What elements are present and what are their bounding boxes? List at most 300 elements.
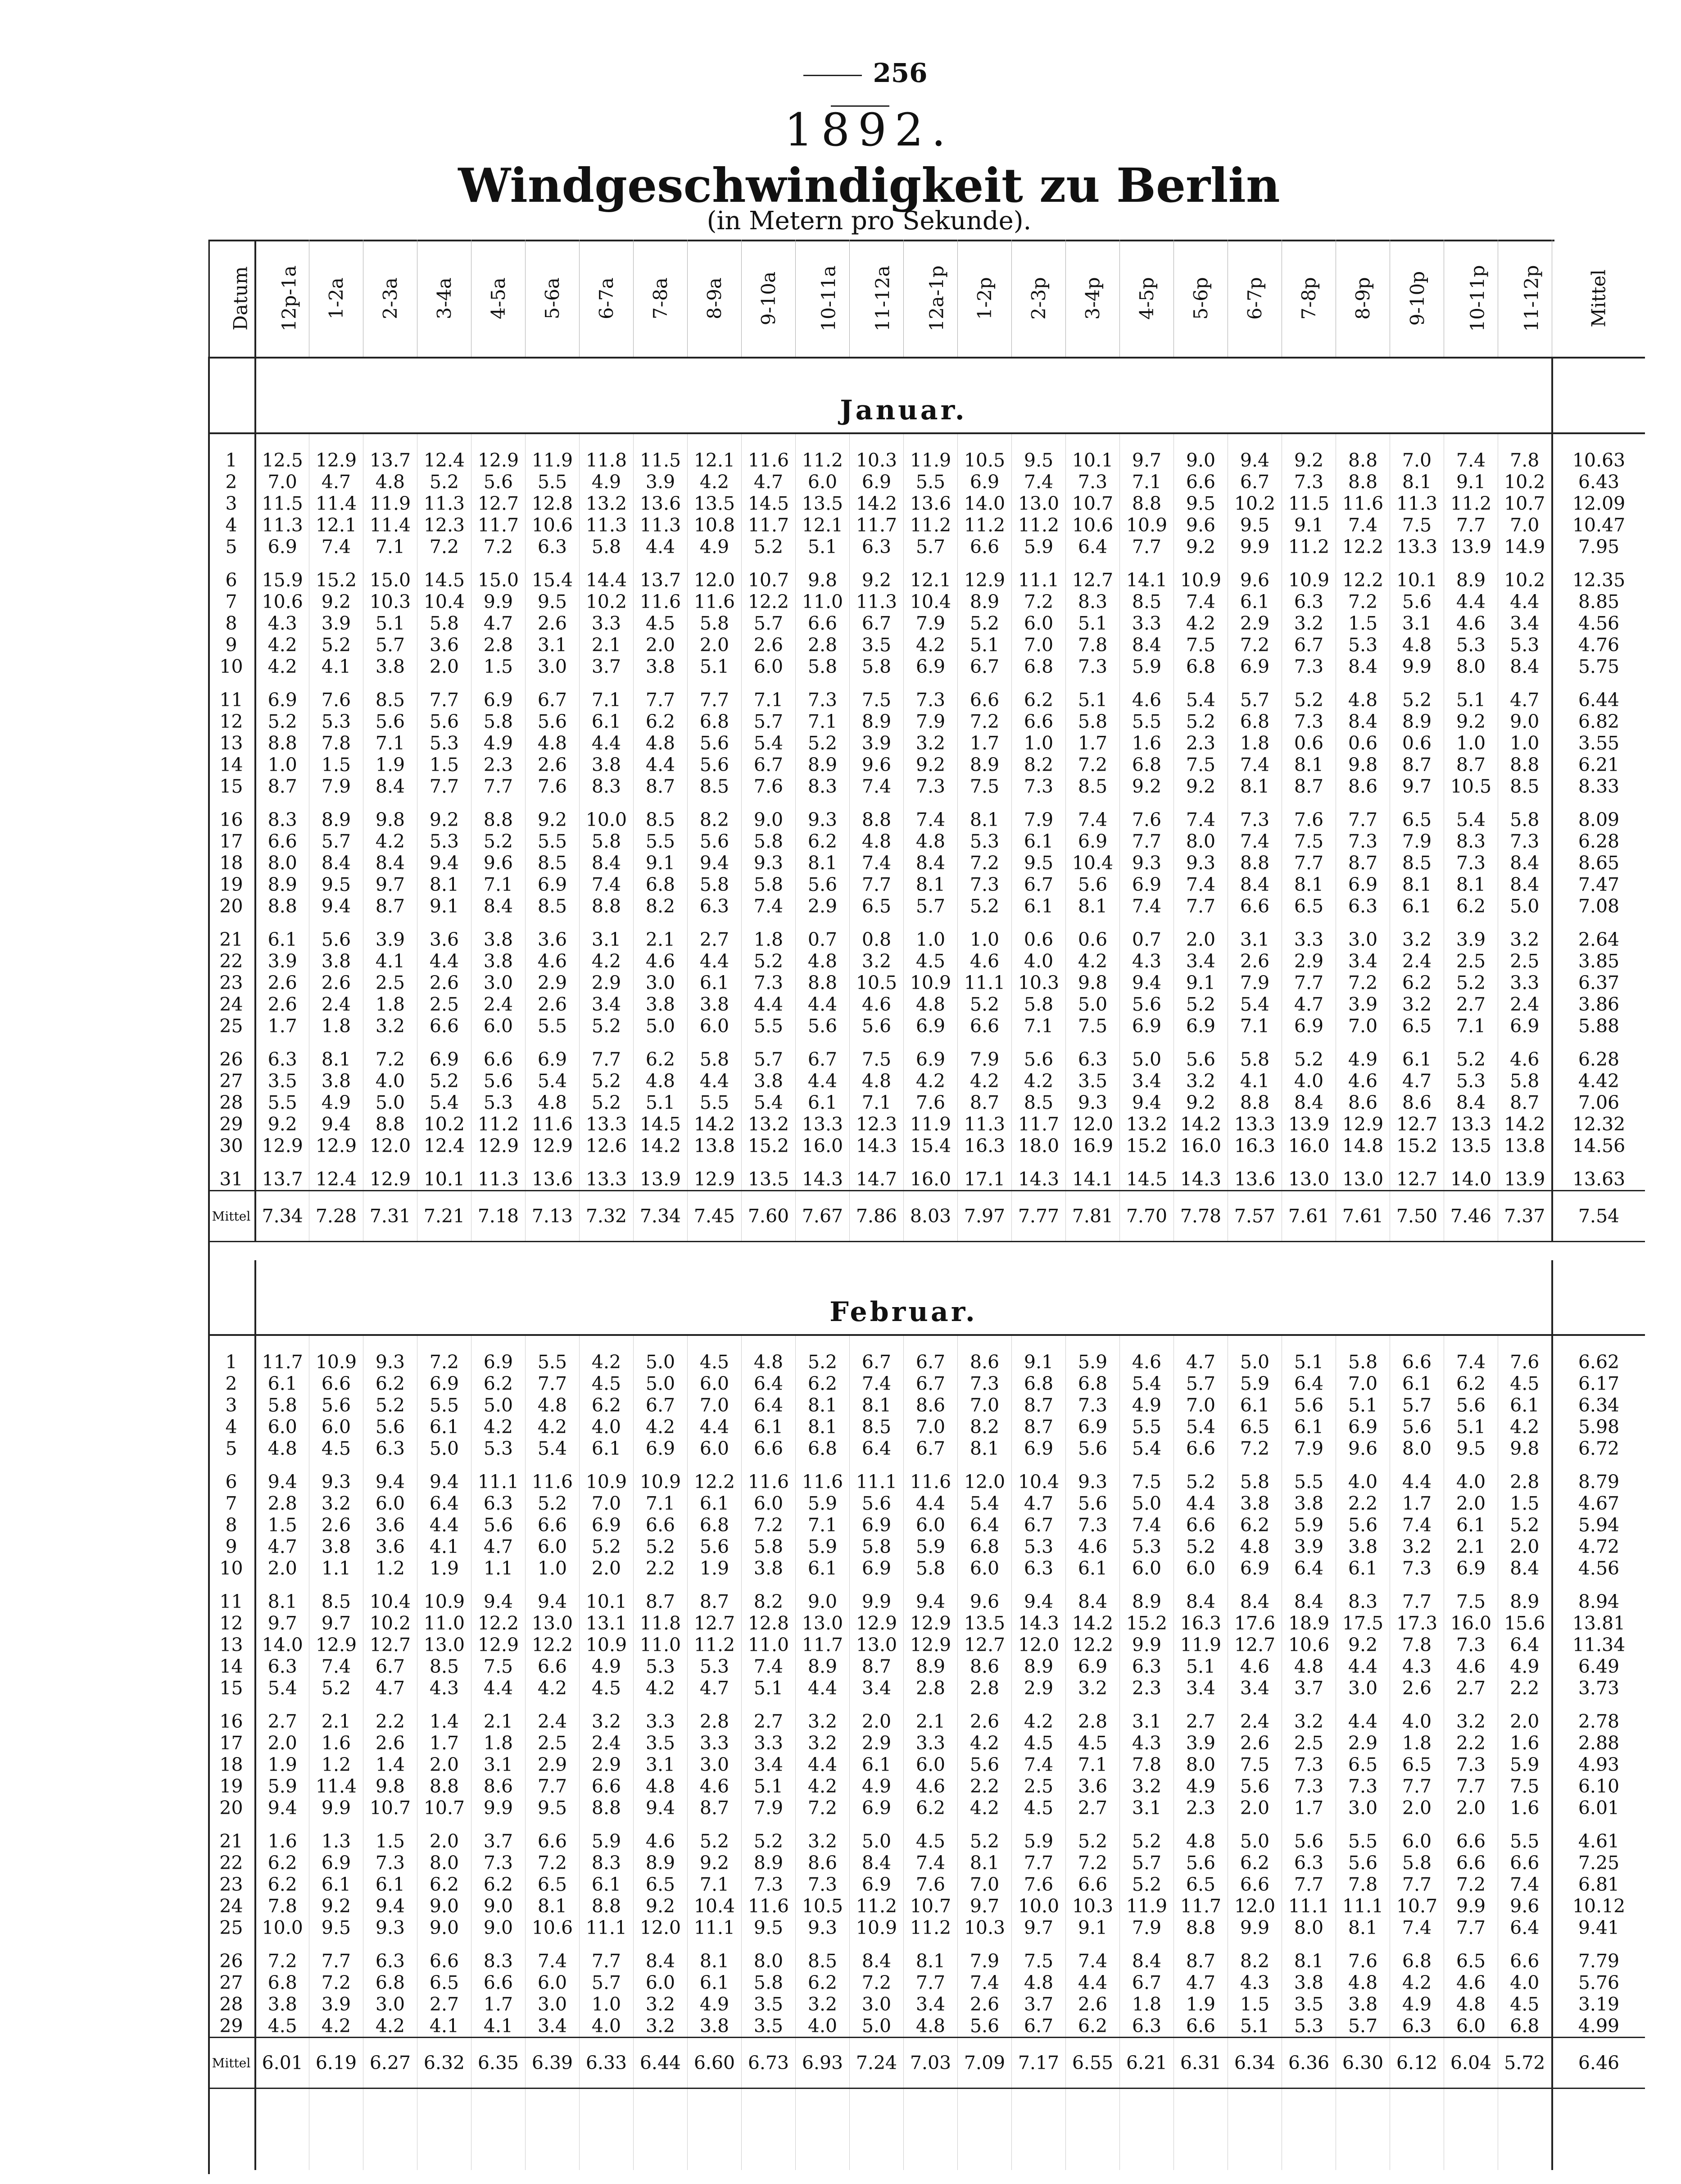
hourly-value: 11.7	[1012, 1113, 1066, 1135]
hourly-value: 9.2	[1120, 776, 1174, 797]
hourly-value: 11.0	[634, 1634, 688, 1656]
day-number: 10	[208, 1557, 255, 1579]
day-number: 24	[208, 994, 255, 1015]
hourly-value: 6.2	[255, 1874, 309, 1895]
hourly-value: 5.0	[634, 1373, 688, 1394]
hourly-value: 6.3	[471, 1493, 526, 1514]
hourly-value: 5.7	[580, 1972, 634, 1993]
hourly-value: 6.4	[742, 1373, 796, 1394]
hourly-value: 7.3	[1282, 711, 1336, 732]
hourly-value: 5.8	[417, 613, 471, 634]
tail-cell	[1336, 2089, 1390, 2170]
hourly-value: 4.6	[634, 1819, 688, 1852]
hourly-value: 3.2	[1498, 917, 1552, 950]
hourly-value: 8.2	[1228, 1939, 1282, 1972]
hourly-value: 14.2	[1066, 1612, 1120, 1634]
hourly-value: 9.4	[1012, 1579, 1066, 1612]
hourly-value: 9.6	[1174, 514, 1228, 536]
hourly-mean: 7.18	[471, 1191, 526, 1242]
hourly-value: 9.4	[526, 1579, 580, 1612]
hourly-value: 3.6	[417, 634, 471, 656]
hourly-value: 7.4	[1444, 433, 1498, 471]
table-row	[208, 711, 1645, 732]
hourly-mean: 6.01	[255, 2038, 309, 2089]
hourly-value: 6.7	[958, 656, 1012, 677]
hourly-value: 2.4	[309, 994, 363, 1015]
hourly-value: 1.9	[688, 1557, 742, 1579]
hourly-value: 7.3	[1066, 1514, 1120, 1536]
hourly-value: 11.1	[1282, 1895, 1336, 1917]
hourly-value: 2.7	[1066, 1797, 1120, 1819]
hourly-value: 7.4	[309, 1656, 363, 1677]
hourly-value: 6.9	[580, 1514, 634, 1536]
hourly-value: 2.7	[417, 1993, 471, 2015]
daily-mean: 4.93	[1552, 1754, 1645, 1775]
hourly-value: 6.9	[850, 1514, 904, 1536]
daily-mean: 10.12	[1552, 1895, 1645, 1917]
hourly-value: 3.2	[850, 950, 904, 972]
hourly-value: 4.4	[1174, 1493, 1228, 1514]
hourly-value: 2.1	[471, 1699, 526, 1732]
hourly-value: 6.8	[255, 1972, 309, 1993]
hourly-value: 2.6	[526, 613, 580, 634]
hourly-value: 5.0	[1498, 895, 1552, 917]
hourly-value: 4.2	[1066, 950, 1120, 972]
hourly-value: 6.1	[1228, 591, 1282, 613]
column-header-label: 4-5a	[487, 277, 509, 319]
hourly-value: 4.8	[255, 1438, 309, 1459]
hourly-value: 6.2	[1444, 1373, 1498, 1394]
day-number: 16	[208, 1699, 255, 1732]
hourly-value: 7.0	[255, 471, 309, 493]
hourly-value: 8.4	[1498, 1557, 1552, 1579]
hourly-value: 8.6	[1336, 776, 1390, 797]
hourly-value: 7.2	[471, 536, 526, 558]
hourly-value: 7.0	[1390, 433, 1444, 471]
hourly-value: 8.1	[850, 1394, 904, 1416]
table-row	[208, 917, 1645, 950]
hourly-value: 7.4	[1390, 1514, 1444, 1536]
hourly-value: 7.5	[1282, 831, 1336, 852]
hourly-value: 9.2	[688, 1852, 742, 1874]
hourly-value: 13.0	[1012, 493, 1066, 514]
hourly-value: 8.4	[309, 852, 363, 874]
hourly-value: 8.0	[1444, 656, 1498, 677]
hourly-value: 2.5	[1498, 950, 1552, 972]
hourly-mean: 7.21	[417, 1191, 471, 1242]
hourly-value: 7.5	[1228, 1754, 1282, 1775]
hourly-value: 5.2	[742, 1819, 796, 1852]
hourly-value: 8.4	[1066, 1579, 1120, 1612]
hourly-value: 7.7	[580, 1939, 634, 1972]
hourly-value: 1.0	[255, 754, 309, 776]
hourly-value: 5.0	[634, 1015, 688, 1037]
tail-cell	[958, 2089, 1012, 2170]
day-number: 17	[208, 831, 255, 852]
hourly-value: 5.6	[1282, 1394, 1336, 1416]
daily-mean: 3.86	[1552, 994, 1645, 1015]
hourly-value: 13.3	[796, 1113, 850, 1135]
hourly-value: 6.6	[1444, 1819, 1498, 1852]
hourly-value: 4.8	[526, 1394, 580, 1416]
column-header-hour	[580, 240, 634, 358]
hourly-value: 4.2	[471, 1416, 526, 1438]
day-number: 4	[208, 1416, 255, 1438]
hourly-value: 14.4	[580, 558, 634, 591]
hourly-value: 5.2	[958, 994, 1012, 1015]
day-number: 10	[208, 656, 255, 677]
hourly-value: 8.2	[688, 797, 742, 831]
hourly-value: 4.2	[1390, 1972, 1444, 1993]
hourly-value: 8.1	[796, 852, 850, 874]
daily-mean: 6.10	[1552, 1775, 1645, 1797]
hourly-value: 8.7	[634, 776, 688, 797]
hourly-value: 14.3	[850, 1135, 904, 1157]
hourly-value: 6.6	[309, 1373, 363, 1394]
daily-mean: 13.63	[1552, 1157, 1645, 1191]
hourly-value: 12.0	[363, 1135, 417, 1157]
hourly-value: 6.0	[688, 1373, 742, 1394]
hourly-value: 4.6	[1120, 1335, 1174, 1373]
hourly-value: 6.5	[1444, 1939, 1498, 1972]
hourly-value: 2.7	[742, 1699, 796, 1732]
hourly-value: 7.4	[958, 1972, 1012, 1993]
hourly-value: 6.6	[1174, 1438, 1228, 1459]
hourly-mean: 7.50	[1390, 1191, 1444, 1242]
hourly-value: 5.7	[1336, 2015, 1390, 2038]
hourly-value: 9.3	[363, 1335, 417, 1373]
hourly-value: 3.1	[1120, 1699, 1174, 1732]
hourly-value: 7.1	[471, 874, 526, 895]
hourly-value: 4.2	[580, 950, 634, 972]
hourly-value: 7.6	[309, 677, 363, 711]
hourly-value: 5.0	[417, 1438, 471, 1459]
hourly-value: 9.9	[850, 1579, 904, 1612]
hourly-value: 4.5	[580, 1373, 634, 1394]
hourly-value: 2.6	[958, 1993, 1012, 2015]
day-number: 13	[208, 1634, 255, 1656]
hourly-value: 6.6	[958, 677, 1012, 711]
column-header-label: 3-4a	[433, 277, 455, 319]
hourly-value: 15.4	[904, 1135, 958, 1157]
hourly-value: 7.2	[742, 1514, 796, 1536]
hourly-value: 6.1	[688, 972, 742, 994]
daily-mean: 4.67	[1552, 1493, 1645, 1514]
hourly-value: 6.1	[1390, 895, 1444, 917]
hourly-value: 9.3	[796, 1917, 850, 1939]
hourly-value: 8.9	[309, 797, 363, 831]
hourly-value: 8.2	[742, 1579, 796, 1612]
hourly-value: 4.2	[309, 2015, 363, 2038]
hourly-mean: 7.17	[1012, 2038, 1066, 2089]
hourly-value: 14.3	[1012, 1612, 1066, 1634]
hourly-value: 8.7	[958, 1092, 1012, 1113]
hourly-value: 9.9	[1120, 1634, 1174, 1656]
hourly-value: 3.8	[1336, 1536, 1390, 1557]
hourly-value: 8.0	[742, 1939, 796, 1972]
hourly-value: 11.0	[796, 591, 850, 613]
hourly-value: 11.2	[904, 514, 958, 536]
hourly-value: 1.5	[1498, 1493, 1552, 1514]
hourly-value: 10.7	[417, 1797, 471, 1819]
hourly-value: 9.4	[309, 1113, 363, 1135]
table-row	[208, 1070, 1645, 1092]
column-header-hour	[634, 240, 688, 358]
hourly-value: 6.6	[1498, 1939, 1552, 1972]
hourly-value: 8.4	[1498, 852, 1552, 874]
hourly-value: 12.9	[255, 1135, 309, 1157]
table-row	[208, 1536, 1645, 1557]
hourly-value: 8.4	[850, 1852, 904, 1874]
column-header-label: 1-2p	[974, 277, 996, 320]
hourly-value: 6.2	[1228, 1514, 1282, 1536]
hourly-value: 9.8	[363, 797, 417, 831]
hourly-value: 10.7	[363, 1797, 417, 1819]
column-header-hour	[471, 240, 526, 358]
hourly-value: 7.3	[1444, 852, 1498, 874]
hourly-value: 13.2	[742, 1113, 796, 1135]
hourly-value: 3.8	[309, 1536, 363, 1557]
table-row	[208, 754, 1645, 776]
hourly-mean: 5.72	[1498, 2038, 1552, 2089]
hourly-value: 14.5	[634, 1113, 688, 1135]
day-number: 1	[208, 1335, 255, 1373]
hourly-value: 7.7	[1444, 514, 1498, 536]
hourly-value: 5.4	[1120, 1438, 1174, 1459]
hourly-value: 7.9	[1282, 1438, 1336, 1459]
hourly-value: 4.2	[580, 1335, 634, 1373]
hourly-value: 3.8	[1282, 1972, 1336, 1993]
daily-mean: 2.78	[1552, 1699, 1645, 1732]
hourly-value: 9.9	[1444, 1895, 1498, 1917]
hourly-value: 5.0	[1120, 1037, 1174, 1070]
hourly-value: 3.8	[363, 656, 417, 677]
hourly-value: 3.0	[688, 1754, 742, 1775]
hourly-value: 3.1	[1228, 917, 1282, 950]
daily-mean: 3.19	[1552, 1993, 1645, 2015]
hourly-value: 7.2	[363, 1037, 417, 1070]
hourly-value: 0.7	[796, 917, 850, 950]
hourly-value: 1.2	[363, 1557, 417, 1579]
daily-mean: 4.42	[1552, 1070, 1645, 1092]
hourly-value: 3.9	[850, 732, 904, 754]
hourly-value: 6.2	[1228, 1852, 1282, 1874]
hourly-value: 6.6	[1498, 1852, 1552, 1874]
hourly-value: 3.0	[1336, 1677, 1390, 1699]
table-row	[208, 493, 1645, 514]
hourly-value: 9.2	[255, 1113, 309, 1135]
column-header-hour	[796, 240, 850, 358]
hourly-value: 7.0	[904, 1416, 958, 1438]
hourly-value: 14.3	[1174, 1157, 1228, 1191]
day-number: 30	[208, 1135, 255, 1157]
hourly-value: 6.4	[850, 1438, 904, 1459]
day-number: 8	[208, 613, 255, 634]
hourly-value: 9.5	[1012, 852, 1066, 874]
hourly-value: 4.6	[1066, 1536, 1120, 1557]
daily-mean: 12.09	[1552, 493, 1645, 514]
hourly-value: 7.0	[580, 1493, 634, 1514]
hourly-value: 3.3	[1282, 917, 1336, 950]
day-number: 20	[208, 1797, 255, 1819]
hourly-value: 6.9	[850, 1874, 904, 1895]
hourly-value: 6.2	[796, 831, 850, 852]
hourly-value: 8.5	[1390, 852, 1444, 874]
hourly-value: 5.1	[1444, 1416, 1498, 1438]
hourly-value: 14.3	[1012, 1157, 1066, 1191]
hourly-value: 7.7	[634, 677, 688, 711]
hourly-value: 11.7	[255, 1335, 309, 1373]
hourly-value: 12.8	[742, 1612, 796, 1634]
day-number: 5	[208, 1438, 255, 1459]
daily-mean: 6.43	[1552, 471, 1645, 493]
hourly-value: 8.7	[1498, 1092, 1552, 1113]
hourly-value: 5.2	[1444, 1037, 1498, 1070]
hourly-value: 5.6	[526, 711, 580, 732]
hourly-value: 3.8	[471, 950, 526, 972]
hourly-value: 3.4	[1228, 1677, 1282, 1699]
hourly-value: 2.0	[850, 1699, 904, 1732]
hourly-value: 5.2	[309, 634, 363, 656]
hourly-value: 2.5	[363, 972, 417, 994]
hourly-value: 4.7	[1012, 1493, 1066, 1514]
hourly-value: 13.6	[904, 493, 958, 514]
hourly-mean: 7.57	[1228, 1191, 1282, 1242]
hourly-value: 3.2	[1390, 1536, 1444, 1557]
hourly-value: 6.3	[1120, 1656, 1174, 1677]
table-row	[208, 1895, 1645, 1917]
hourly-value: 10.6	[526, 1917, 580, 1939]
header-row	[208, 240, 1645, 358]
hourly-value: 3.9	[1444, 917, 1498, 950]
hourly-value: 12.2	[1066, 1634, 1120, 1656]
hourly-value: 5.3	[688, 1656, 742, 1677]
hourly-value: 6.0	[958, 1557, 1012, 1579]
daily-mean: 4.99	[1552, 2015, 1645, 2038]
hourly-value: 4.2	[904, 634, 958, 656]
hourly-value: 3.3	[1498, 972, 1552, 994]
hourly-value: 8.5	[363, 677, 417, 711]
hourly-value: 6.9	[1012, 1438, 1066, 1459]
hourly-value: 5.7	[904, 536, 958, 558]
day-number: 22	[208, 1852, 255, 1874]
hourly-value: 4.4	[1336, 1656, 1390, 1677]
hourly-value: 3.9	[309, 613, 363, 634]
hourly-value: 3.5	[850, 634, 904, 656]
hourly-value: 3.0	[526, 656, 580, 677]
hourly-value: 9.0	[742, 797, 796, 831]
hourly-value: 5.2	[958, 613, 1012, 634]
hourly-value: 8.7	[1012, 1416, 1066, 1438]
hourly-value: 5.5	[526, 831, 580, 852]
hourly-value: 3.7	[1282, 1677, 1336, 1699]
day-number: 7	[208, 591, 255, 613]
hourly-value: 8.4	[1444, 1092, 1498, 1113]
hourly-value: 7.7	[417, 776, 471, 797]
hourly-value: 7.1	[363, 732, 417, 754]
hourly-mean: 7.46	[1444, 1191, 1498, 1242]
hourly-value: 2.0	[1390, 1797, 1444, 1819]
daily-mean: 4.56	[1552, 1557, 1645, 1579]
hourly-value: 6.0	[688, 1438, 742, 1459]
column-header-label: 4-5p	[1136, 277, 1158, 320]
hourly-value: 7.2	[1336, 591, 1390, 613]
table-row	[208, 1335, 1645, 1373]
hourly-value: 6.4	[1498, 1634, 1552, 1656]
tail-cell	[904, 2089, 958, 2170]
column-header-label: 9-10a	[757, 271, 780, 325]
hourly-value: 4.0	[796, 2015, 850, 2038]
hourly-value: 5.3	[958, 831, 1012, 852]
hourly-value: 4.1	[363, 950, 417, 972]
hourly-value: 10.0	[1012, 1895, 1066, 1917]
hourly-mean: 7.31	[363, 1191, 417, 1242]
hourly-mean: 6.73	[742, 2038, 796, 2089]
hourly-value: 7.0	[958, 1394, 1012, 1416]
hourly-mean: 6.12	[1390, 2038, 1444, 2089]
hourly-value: 4.0	[363, 1070, 417, 1092]
hourly-value: 5.2	[1174, 1536, 1228, 1557]
hourly-value: 8.8	[1498, 754, 1552, 776]
hourly-value: 5.8	[904, 1557, 958, 1579]
hourly-value: 8.5	[1498, 776, 1552, 797]
hourly-value: 9.4	[634, 1797, 688, 1819]
hourly-value: 6.1	[688, 1972, 742, 1993]
table-row	[208, 1874, 1645, 1895]
hourly-value: 12.1	[904, 558, 958, 591]
hourly-value: 1.0	[580, 1993, 634, 2015]
hourly-value: 7.9	[309, 776, 363, 797]
hourly-value: 3.7	[1012, 1993, 1066, 2015]
hourly-value: 5.6	[1336, 1514, 1390, 1536]
hourly-value: 5.8	[580, 831, 634, 852]
hourly-value: 6.9	[417, 1037, 471, 1070]
hourly-value: 7.6	[1282, 797, 1336, 831]
hourly-value: 6.1	[255, 917, 309, 950]
hourly-value: 11.6	[634, 591, 688, 613]
hourly-value: 5.6	[688, 831, 742, 852]
hourly-value: 6.7	[742, 754, 796, 776]
hourly-value: 5.2	[1390, 677, 1444, 711]
table-row	[208, 797, 1645, 831]
hourly-value: 7.2	[958, 852, 1012, 874]
hourly-value: 1.8	[1390, 1732, 1444, 1754]
hourly-value: 8.7	[688, 1579, 742, 1612]
hourly-value: 6.9	[526, 1037, 580, 1070]
hourly-value: 7.8	[1066, 634, 1120, 656]
hourly-value: 4.4	[580, 732, 634, 754]
hourly-value: 4.9	[688, 536, 742, 558]
daily-mean: 2.88	[1552, 1732, 1645, 1754]
hourly-value: 3.0	[850, 1993, 904, 2015]
hourly-value: 2.2	[958, 1775, 1012, 1797]
hourly-value: 3.8	[255, 1993, 309, 2015]
hourly-value: 4.4	[796, 1677, 850, 1699]
hourly-value: 7.3	[1336, 1775, 1390, 1797]
hourly-value: 7.1	[850, 1092, 904, 1113]
hourly-value: 9.8	[363, 1775, 417, 1797]
hourly-value: 9.9	[1228, 1917, 1282, 1939]
daily-mean: 7.79	[1552, 1939, 1645, 1972]
table-row	[208, 1015, 1645, 1037]
daily-mean: 8.85	[1552, 591, 1645, 613]
hourly-value: 8.0	[1282, 1917, 1336, 1939]
hourly-value: 1.3	[309, 1819, 363, 1852]
hourly-value: 8.4	[1498, 656, 1552, 677]
hourly-value: 10.9	[417, 1579, 471, 1612]
hourly-value: 12.9	[850, 1612, 904, 1634]
hourly-value: 9.3	[309, 1459, 363, 1493]
